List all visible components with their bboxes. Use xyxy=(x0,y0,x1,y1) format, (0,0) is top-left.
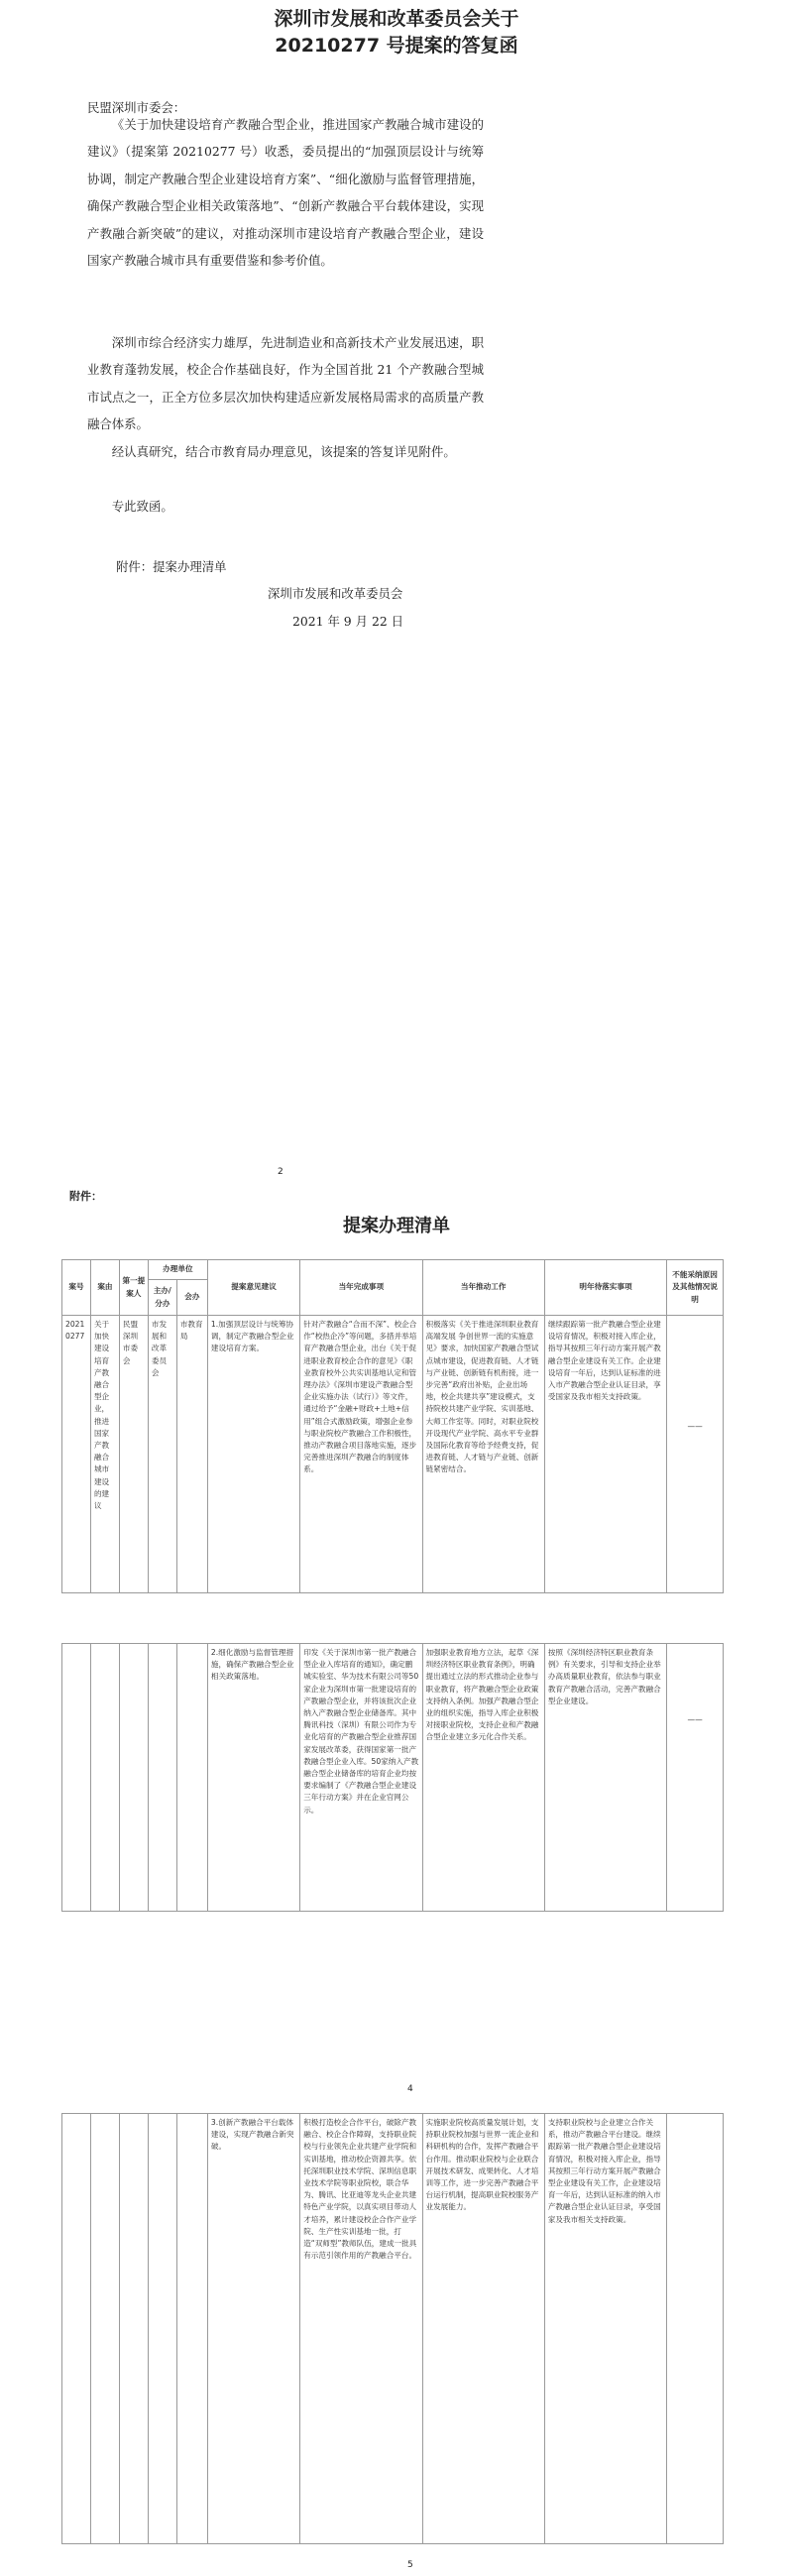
signature: 深圳市发展和改革委员会 xyxy=(268,586,403,601)
not-adopted-cell xyxy=(667,1316,724,1593)
attachment-note: 附件：提案办理清单 xyxy=(116,559,227,574)
dash-mark: —— xyxy=(687,1422,703,1431)
not-adopted-cell xyxy=(667,1644,724,1912)
proposal-table-continued xyxy=(61,1643,724,1912)
not-adopted-cell xyxy=(667,2114,724,2544)
completed-cell: 针对产教融合“合而不深”、校企合作“校热企冷”等问题，多措并举培育产教融合型企业，出台《关于促进职业教育校企合作的意见》《职业教育校外公共实训基地认定和管理办法》《深圳市建设产教融合型企业实施办法（试行）》等文件，通过给予“金融+财政+土地+信用”组合式激励政策，增强企业参与职业院校产教融合工作积极性，推动产教融合项目落地实施，逐步完善推进深圳产教融合的制度体系。 xyxy=(300,1316,422,1593)
ongoing-cell: 实施职业院校高质量发展计划，支持职业院校加强与世界一流企业和科研机构的合作，发挥产教融合平台作用。推动职业院校与企业联合开展技术研发、成果转化、人才培训等工作，进一步完善产教融合平台运行机制，提高职业院校服务产业发展能力。 xyxy=(422,2114,544,2544)
ongoing-cell: 加强职业教育地方立法，起草《深圳经济特区职业教育条例》，明确提出通过立法的形式推动企业参与职业教育，将产教融合型企业政策支持纳入条例。加强产教融合型企业的组织实施，指导入库企业积极对接职业院校，支持企业和产教融合型企业建立多元化合作关系。 xyxy=(422,1644,544,1912)
header-case-no: 案号 xyxy=(62,1260,91,1316)
header-co-unit: 会办 xyxy=(176,1280,207,1316)
case-no-cell: 20210277 xyxy=(62,1316,91,1593)
table-row xyxy=(62,1644,724,1912)
date: 2021 年 9 月 22 日 xyxy=(292,614,404,629)
next-year-cell: 按照《深圳经济特区职业教育条例》有关要求，引导和支持企业举办高质量职业教育，依法参与职业教育产教融合活动，完善产教融合型企业建设。 xyxy=(544,1644,666,1912)
header-lead-unit: 主办/分办 xyxy=(148,1280,176,1316)
page-number-mid: 4 xyxy=(407,2084,413,2094)
dash-mark: —— xyxy=(687,1715,703,1724)
header-first-proposer: 第一提案人 xyxy=(119,1260,148,1316)
suggestion-cell: 1.加强顶层设计与统筹协调，制定产教融合型企业建设培育方案。 xyxy=(207,1316,299,1593)
letter-title-line2: 20210277 号提案的答复函 xyxy=(275,35,518,57)
proposal-table-page5 xyxy=(61,2113,724,2544)
lead-unit-cell: 市发展和改革委员会 xyxy=(148,1316,176,1593)
header-not-adopted: 不能采纳原因及其他情况说明 xyxy=(667,1260,724,1316)
paragraph-4: 专此致函。 xyxy=(111,499,173,514)
suggestion-cell: 3.创新产教融合平台载体建设，实现产教融合新突破。 xyxy=(207,2114,299,2544)
paragraph-3: 经认真研究，结合市教育局办理意见，该提案的答复详见附件。 xyxy=(111,444,456,459)
page-number-end: 5 xyxy=(407,2560,413,2570)
table-row xyxy=(62,2114,724,2544)
header-completed: 当年完成事项 xyxy=(300,1260,422,1316)
ongoing-cell: 积极落实《关于推进深圳职业教育高端发展 争创世界一流的实施意见》要求，加快国家产教融合型试点城市建设，促进教育链、人才链与产业链、创新链有机衔接，进一步完善“政府出补贴，企业出场地，校企共建共享”建设模式，支持院校共建产业学院、实训基地、大师工作室等。同时，对职业院校开设现代产业学院、高水平专业群及国际化教育等给予经费支持，促进教育链、人才链与产业链、创新链紧密结合。 xyxy=(422,1316,544,1593)
attachment-label: 附件： xyxy=(69,1190,102,1203)
subject-cell: 关于加快建设培育产教融合型企业，推进国家产教融合城市建设的建议 xyxy=(90,1316,119,1593)
paragraph-2: 深圳市综合经济实力雄厚，先进制造业和高新技术产业发展迅速，职业教育蓬勃发展，校企合作基础良好，作为全国首批 21 个产教融合型城市试点之一，正全方位多层次加快构建适应新发展格局需求的高质量产教融合体系。 xyxy=(87,335,484,432)
completed-cell: 积极打造校企合作平台，破除产教融合、校企合作障碍，支持职业院校与行业领先企业共建产业学院和实训基地，推动校企资源共享。依托深圳职业技术学院、深圳信息职业技术学院等职业院校，联合华为、腾讯、比亚迪等龙头企业共建特色产业学院，以真实项目带动人才培养，累计建设校企合作产业学院、生产性实训基地一批，打造“双师型”教师队伍，建成一批具有示范引领作用的产教融合平台。 xyxy=(300,2114,422,2544)
first-proposer-cell: 民盟深圳市委会 xyxy=(119,1316,148,1593)
header-handling-unit: 办理单位 xyxy=(148,1260,207,1280)
completed-cell: 印发《关于深圳市第一批产教融合型企业入库培育的通知》，确定鹏城实验室、华为技术有限公司等50家企业为深圳市第一批建设培育的产教融合型企业，并将该批次企业纳入产教融合型企业储备库。其中腾讯科技（深圳）有限公司作为专业化培育的产教融合型企业推荐国家发展改革委，获得国家第一批产教融合型企业入库。50家纳入产教融合型企业储备库的培育企业均按要求编制了《产教融合型企业建设三年行动方案》并在企业官网公示。 xyxy=(300,1644,422,1912)
proposal-table xyxy=(61,1259,724,1593)
header-suggestion: 提案意见建议 xyxy=(207,1260,299,1316)
page-number: 2 xyxy=(278,1167,283,1177)
header-ongoing: 当年推动工作 xyxy=(422,1260,544,1316)
letter-title-line1: 深圳市发展和改革委员会关于 xyxy=(274,8,519,30)
header-next-year: 明年待落实事项 xyxy=(544,1260,666,1316)
suggestion-cell: 2.细化激励与监督管理措施，确保产教融合型企业相关政策落地。 xyxy=(207,1644,299,1912)
co-unit-cell: 市教育局 xyxy=(176,1316,207,1593)
salutation: 民盟深圳市委会： xyxy=(87,100,186,115)
header-subject: 案由 xyxy=(90,1260,119,1316)
next-year-cell: 支持职业院校与企业建立合作关系，推动产教融合平台建设。继续跟踪第一批产教融合型企业建设培育情况，积极对接入库企业，指导其按照三年行动方案开展产教融合型企业建设有关工作，企业建设培育一年后，达到认证标准的纳入市产教融合型企业认证目录，享受国家及我市相关支持政策。 xyxy=(544,2114,666,2544)
paragraph-1: 《关于加快建设培育产教融合型企业，推进国家产教融合城市建设的建议》（提案第 20210277 号）收悉，委员提出的“加强顶层设计与统筹协调，制定产教融合型企业建设培育方案”、“细化激励与监督管理措施，确保产教融合型企业相关政策落地”、“创新产教融合平台载体建设，实现产教融合新突破”的建议，对推动深圳市建设培育产教融合型企业，建设国家产教融合城市具有重要借鉴和参考价值。 xyxy=(87,117,484,269)
attachment-title: 提案办理清单 xyxy=(343,1216,450,1236)
table-row xyxy=(62,1316,724,1593)
next-year-cell: 继续跟踪第一批产教融合型企业建设培育情况，积极对接入库企业，指导其按照三年行动方案开展产教融合型企业建设有关工作。企业建设培育一年后，达到认证标准的进入市产教融合型企业认证目录，享受国家及我市相关支持政策。 xyxy=(544,1316,666,1593)
